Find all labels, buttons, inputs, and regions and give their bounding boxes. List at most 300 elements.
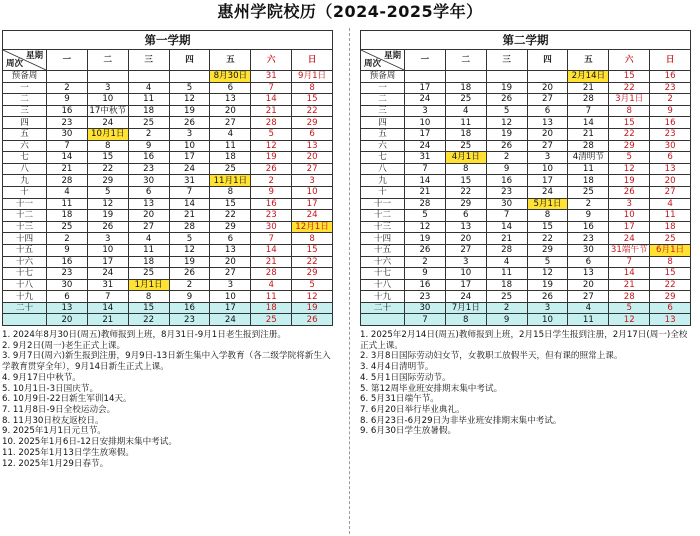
date-cell: 13 <box>650 314 691 326</box>
date-cell: 20 <box>527 82 568 94</box>
date-cell: 17 <box>292 198 333 210</box>
week-label: 二十 <box>3 302 47 314</box>
date-cell: 30 <box>47 279 88 291</box>
date-cell: 26 <box>169 268 210 280</box>
date-cell: 7 <box>169 186 210 198</box>
date-cell: 5 <box>486 105 527 117</box>
week-label: 六 <box>3 140 47 152</box>
date-cell: 6 <box>210 233 251 245</box>
weekday-header: 二 <box>87 50 128 71</box>
week-row <box>3 71 333 83</box>
date-cell: 4 <box>210 128 251 140</box>
date-cell <box>47 71 88 83</box>
date-cell: 8 <box>445 163 486 175</box>
date-cell: 12 <box>292 291 333 303</box>
date-cell: 8 <box>292 233 333 245</box>
week-row <box>3 105 333 117</box>
date-cell: 27 <box>210 117 251 129</box>
date-cell: 5 <box>609 302 650 314</box>
week-row <box>3 128 333 140</box>
semester-title: 第一学期 <box>3 31 333 50</box>
date-cell: 14 <box>251 244 292 256</box>
date-cell: 24 <box>210 314 251 326</box>
date-cell: 27 <box>527 140 568 152</box>
date-cell: 29 <box>527 244 568 256</box>
date-cell: 5 <box>169 233 210 245</box>
date-cell: 12 <box>87 198 128 210</box>
note-item: 6. 10月9日-22日新生军训14天。 <box>2 394 132 405</box>
date-cell: 26 <box>486 94 527 106</box>
date-cell: 27 <box>128 221 169 233</box>
corner-week-label: 周次 <box>6 59 24 69</box>
date-cell: 12 <box>609 314 650 326</box>
date-cell <box>527 71 568 83</box>
date-cell: 16 <box>47 105 88 117</box>
date-cell: 25 <box>128 117 169 129</box>
week-label: 十五 <box>3 244 47 256</box>
date-cell: 14 <box>169 198 210 210</box>
date-cell: 10 <box>210 291 251 303</box>
calendar-table <box>2 30 333 326</box>
date-cell: 11 <box>445 117 486 129</box>
week-label: 十 <box>361 186 405 198</box>
week-row <box>3 314 333 326</box>
date-cell: 7 <box>87 291 128 303</box>
date-cell: 25 <box>210 163 251 175</box>
week-row <box>361 71 691 83</box>
date-cell: 5月1日 <box>527 198 568 210</box>
calendar-table <box>360 30 691 326</box>
date-cell: 7 <box>486 210 527 222</box>
weekday-header-row <box>361 50 691 71</box>
date-cell: 26 <box>251 163 292 175</box>
date-cell: 23 <box>47 117 88 129</box>
date-cell: 8 <box>87 140 128 152</box>
week-row <box>361 140 691 152</box>
note-item: 5. 10月1日-3日国庆节。 <box>2 383 99 394</box>
week-row <box>361 279 691 291</box>
week-row <box>3 117 333 129</box>
date-cell: 10 <box>527 314 568 326</box>
date-cell: 30 <box>486 198 527 210</box>
week-label: 十三 <box>3 221 47 233</box>
semester-2-panel <box>360 30 690 437</box>
week-row <box>361 221 691 233</box>
week-label: 二十 <box>361 302 405 314</box>
date-cell: 4 <box>445 105 486 117</box>
date-cell: 8月30日 <box>210 71 251 83</box>
date-cell: 30 <box>568 244 609 256</box>
date-cell: 3 <box>445 256 486 268</box>
week-row <box>3 210 333 222</box>
date-cell: 16 <box>128 152 169 164</box>
date-cell: 29 <box>292 268 333 280</box>
week-row <box>3 302 333 314</box>
date-cell: 10 <box>169 140 210 152</box>
date-cell: 14 <box>87 302 128 314</box>
corner-week-label: 周次 <box>364 59 382 69</box>
date-cell: 2 <box>650 94 691 106</box>
date-cell <box>128 71 169 83</box>
date-cell: 4 <box>128 82 169 94</box>
date-cell: 9 <box>650 105 691 117</box>
date-cell: 21 <box>486 233 527 245</box>
date-cell: 23 <box>650 128 691 140</box>
week-label: 十九 <box>3 291 47 303</box>
date-cell: 17 <box>405 82 446 94</box>
date-cell: 9 <box>568 210 609 222</box>
date-cell: 12 <box>251 140 292 152</box>
week-label: 七 <box>361 152 405 164</box>
page-divider <box>349 28 350 534</box>
corner-weekday-label: 星期 <box>383 51 401 61</box>
date-cell: 11 <box>486 268 527 280</box>
date-cell: 17中秋节 <box>87 105 128 117</box>
date-cell: 10 <box>87 244 128 256</box>
week-label: 九 <box>3 175 47 187</box>
date-cell: 20 <box>210 105 251 117</box>
date-cell: 22 <box>650 279 691 291</box>
week-label: 十九 <box>361 291 405 303</box>
week-row <box>3 163 333 175</box>
date-cell: 10月1日 <box>87 128 128 140</box>
week-row <box>3 221 333 233</box>
date-cell: 14 <box>405 175 446 187</box>
weekday-header: 一 <box>47 50 88 71</box>
date-cell <box>445 71 486 83</box>
date-cell: 13 <box>210 94 251 106</box>
date-cell: 19 <box>251 152 292 164</box>
weekday-header: 五 <box>210 50 251 71</box>
week-label: 四 <box>3 117 47 129</box>
date-cell: 4 <box>650 198 691 210</box>
date-cell: 25 <box>128 268 169 280</box>
date-cell: 11 <box>568 163 609 175</box>
date-cell: 8 <box>210 186 251 198</box>
semester-title: 第二学期 <box>361 31 691 50</box>
date-cell: 27 <box>650 186 691 198</box>
page-title: 惠州学院校历（2024-2025学年） <box>217 2 483 21</box>
week-label: 十 <box>3 186 47 198</box>
date-cell: 17 <box>609 221 650 233</box>
date-cell: 13 <box>47 302 88 314</box>
date-cell: 5 <box>169 82 210 94</box>
date-cell: 7 <box>251 233 292 245</box>
note-item: 12. 2025年1月29日春节。 <box>2 458 109 469</box>
week-row <box>361 163 691 175</box>
date-cell: 27 <box>527 94 568 106</box>
date-cell: 6月1日 <box>650 244 691 256</box>
weekday-header: 四 <box>169 50 210 71</box>
date-cell: 24 <box>87 117 128 129</box>
week-label <box>3 314 47 326</box>
date-cell: 19 <box>527 279 568 291</box>
date-cell: 13 <box>292 140 333 152</box>
date-cell: 2 <box>568 198 609 210</box>
week-row <box>361 291 691 303</box>
weekday-header: 三 <box>486 50 527 71</box>
date-cell: 21 <box>251 105 292 117</box>
date-cell <box>486 71 527 83</box>
week-label: 十二 <box>361 210 405 222</box>
date-cell: 15 <box>650 268 691 280</box>
date-cell: 26 <box>486 140 527 152</box>
date-cell: 3 <box>169 128 210 140</box>
date-cell: 17 <box>445 279 486 291</box>
date-cell: 30 <box>47 128 88 140</box>
date-cell: 22 <box>128 314 169 326</box>
date-cell: 15 <box>292 94 333 106</box>
date-cell: 20 <box>128 210 169 222</box>
date-cell: 26 <box>87 221 128 233</box>
date-cell: 7 <box>609 256 650 268</box>
week-row <box>3 279 333 291</box>
date-cell: 11 <box>650 210 691 222</box>
date-cell: 5 <box>609 152 650 164</box>
date-cell: 10 <box>87 94 128 106</box>
date-cell: 18 <box>445 128 486 140</box>
date-cell: 23 <box>650 82 691 94</box>
week-row <box>3 233 333 245</box>
note-item: 3. 9月7日(周六)新生报到注册，9月9日-13日新生集中入学教育（各二级学院将新生入学教育贯穿全年），9月14日新生正式上课。 <box>2 351 331 373</box>
week-row <box>361 302 691 314</box>
note-item: 10. 2025年1月6日-12日安排期末集中考试。 <box>2 437 177 448</box>
week-label: 十四 <box>3 233 47 245</box>
week-label: 八 <box>3 163 47 175</box>
date-cell: 28 <box>251 268 292 280</box>
week-row <box>3 244 333 256</box>
note-item: 1. 2024年8月30日(周五)教师报到上班，8月31日-9月1日老生报到注册。 <box>2 330 287 341</box>
date-cell: 4 <box>47 186 88 198</box>
date-cell: 15 <box>87 152 128 164</box>
date-cell: 29 <box>210 221 251 233</box>
date-cell: 24 <box>527 186 568 198</box>
date-cell: 6 <box>128 186 169 198</box>
week-label: 七 <box>3 152 47 164</box>
weekday-header-row <box>3 50 333 71</box>
date-cell: 7月1日 <box>445 302 486 314</box>
date-cell: 9 <box>405 268 446 280</box>
date-cell: 9 <box>169 291 210 303</box>
week-row <box>3 186 333 198</box>
date-cell: 7 <box>251 82 292 94</box>
date-cell: 17 <box>169 152 210 164</box>
weekday-header: 六 <box>251 50 292 71</box>
date-cell: 3月1日 <box>609 94 650 106</box>
date-cell: 21 <box>568 128 609 140</box>
date-cell: 22 <box>210 210 251 222</box>
note-item: 8. 11月30日校友返校日。 <box>2 415 104 426</box>
date-cell: 21 <box>47 163 88 175</box>
date-cell: 22 <box>292 105 333 117</box>
date-cell: 11 <box>128 244 169 256</box>
date-cell: 2 <box>128 128 169 140</box>
note-item: 3. 4月4日清明节。 <box>360 362 434 373</box>
date-cell: 9 <box>251 186 292 198</box>
date-cell: 29 <box>445 198 486 210</box>
date-cell: 22 <box>609 128 650 140</box>
date-cell: 31端午节 <box>609 244 650 256</box>
date-cell: 11 <box>128 94 169 106</box>
week-label <box>361 314 405 326</box>
date-cell: 4 <box>568 302 609 314</box>
date-cell: 2 <box>47 82 88 94</box>
date-cell: 16 <box>251 198 292 210</box>
date-cell: 6 <box>650 302 691 314</box>
date-cell: 22 <box>87 163 128 175</box>
date-cell: 28 <box>169 221 210 233</box>
date-cell: 13 <box>445 221 486 233</box>
date-cell: 7 <box>47 140 88 152</box>
week-row <box>3 198 333 210</box>
weekday-header: 日 <box>292 50 333 71</box>
note-item: 2. 3月8日国际劳动妇女节，女教职工放假半天，但有课的照常上课。 <box>360 351 623 362</box>
note-item: 9. 6月30日学生放暑假。 <box>360 426 457 437</box>
date-cell: 24 <box>609 233 650 245</box>
note-item: 4. 5月1日国际劳动节。 <box>360 372 451 383</box>
date-cell: 13 <box>568 268 609 280</box>
date-cell: 4 <box>486 256 527 268</box>
date-cell: 7 <box>405 314 446 326</box>
date-cell: 30 <box>405 302 446 314</box>
week-row <box>3 94 333 106</box>
date-cell: 3 <box>527 152 568 164</box>
date-cell: 9月1日 <box>292 71 333 83</box>
date-cell: 9 <box>47 94 88 106</box>
note-item: 2. 9月2日(周一)老生正式上课。 <box>2 340 126 351</box>
date-cell: 11 <box>47 198 88 210</box>
date-cell: 18 <box>210 152 251 164</box>
date-cell: 6 <box>445 210 486 222</box>
note-item: 1. 2025年2月14日(周五)教师报到上班，2月15日学生报到注册，2月17日(周一)全校正式上课。 <box>360 330 688 351</box>
date-cell: 11 <box>210 140 251 152</box>
date-cell: 2 <box>405 256 446 268</box>
week-label: 十七 <box>361 268 405 280</box>
date-cell: 23 <box>486 186 527 198</box>
week-row <box>361 256 691 268</box>
week-row <box>361 186 691 198</box>
date-cell: 25 <box>568 186 609 198</box>
date-cell: 31 <box>405 152 446 164</box>
date-cell: 27 <box>292 163 333 175</box>
date-cell: 6 <box>568 256 609 268</box>
note-item: 6. 5月31日端午节。 <box>360 394 439 405</box>
semester-notes <box>2 330 332 469</box>
week-label: 十一 <box>361 198 405 210</box>
date-cell: 3 <box>292 175 333 187</box>
date-cell: 19 <box>405 233 446 245</box>
date-cell: 16 <box>47 256 88 268</box>
date-cell: 20 <box>445 233 486 245</box>
date-cell: 15 <box>609 117 650 129</box>
date-cell: 31 <box>169 175 210 187</box>
date-cell: 21 <box>251 256 292 268</box>
date-cell: 7 <box>568 105 609 117</box>
date-cell: 2 <box>486 302 527 314</box>
date-cell: 22 <box>609 82 650 94</box>
date-cell: 3 <box>87 233 128 245</box>
date-cell: 11 <box>568 314 609 326</box>
week-row <box>3 82 333 94</box>
date-cell: 2 <box>169 279 210 291</box>
date-cell: 24 <box>445 291 486 303</box>
date-cell: 18 <box>486 279 527 291</box>
date-cell: 10 <box>445 268 486 280</box>
week-row <box>361 117 691 129</box>
date-cell: 3 <box>87 82 128 94</box>
week-label: 八 <box>361 163 405 175</box>
date-cell: 6 <box>210 82 251 94</box>
week-label: 十七 <box>3 268 47 280</box>
date-cell: 20 <box>47 314 88 326</box>
date-cell: 12 <box>169 94 210 106</box>
week-label: 四 <box>361 117 405 129</box>
date-cell: 16 <box>486 175 527 187</box>
week-row <box>3 175 333 187</box>
date-cell: 10 <box>527 163 568 175</box>
date-cell: 27 <box>210 268 251 280</box>
date-cell: 29 <box>87 175 128 187</box>
date-cell: 15 <box>445 175 486 187</box>
week-label: 预备周 <box>361 71 405 83</box>
corner-weekday-label: 星期 <box>25 51 43 61</box>
corner-header <box>3 50 47 71</box>
date-cell: 28 <box>568 140 609 152</box>
date-cell: 8 <box>128 291 169 303</box>
date-cell: 23 <box>405 291 446 303</box>
week-label: 二 <box>3 94 47 106</box>
date-cell: 6 <box>292 128 333 140</box>
date-cell: 28 <box>405 198 446 210</box>
date-cell: 20 <box>527 128 568 140</box>
date-cell: 21 <box>169 210 210 222</box>
date-cell: 9 <box>486 163 527 175</box>
date-cell: 17 <box>405 128 446 140</box>
week-label: 十六 <box>3 256 47 268</box>
date-cell: 13 <box>527 117 568 129</box>
week-row <box>361 152 691 164</box>
date-cell: 26 <box>609 186 650 198</box>
week-label: 一 <box>3 82 47 94</box>
date-cell: 23 <box>169 314 210 326</box>
date-cell: 5 <box>405 210 446 222</box>
note-item: 9. 2025年1月1日元旦节。 <box>2 426 106 437</box>
week-label: 五 <box>361 128 405 140</box>
date-cell: 28 <box>609 291 650 303</box>
date-cell: 7 <box>405 163 446 175</box>
date-cell: 3 <box>609 198 650 210</box>
week-label: 十三 <box>361 221 405 233</box>
date-cell: 25 <box>650 233 691 245</box>
date-cell: 27 <box>445 244 486 256</box>
week-row <box>361 105 691 117</box>
date-cell: 25 <box>47 221 88 233</box>
date-cell <box>87 71 128 83</box>
date-cell: 28 <box>251 117 292 129</box>
date-cell: 13 <box>650 163 691 175</box>
date-cell: 29 <box>650 291 691 303</box>
date-cell: 20 <box>568 279 609 291</box>
date-cell: 20 <box>210 256 251 268</box>
week-label: 十五 <box>361 244 405 256</box>
date-cell: 29 <box>292 117 333 129</box>
date-cell: 5 <box>292 279 333 291</box>
date-cell: 25 <box>445 94 486 106</box>
date-cell: 15 <box>128 302 169 314</box>
date-cell: 16 <box>405 279 446 291</box>
date-cell: 22 <box>445 186 486 198</box>
date-cell: 24 <box>169 163 210 175</box>
